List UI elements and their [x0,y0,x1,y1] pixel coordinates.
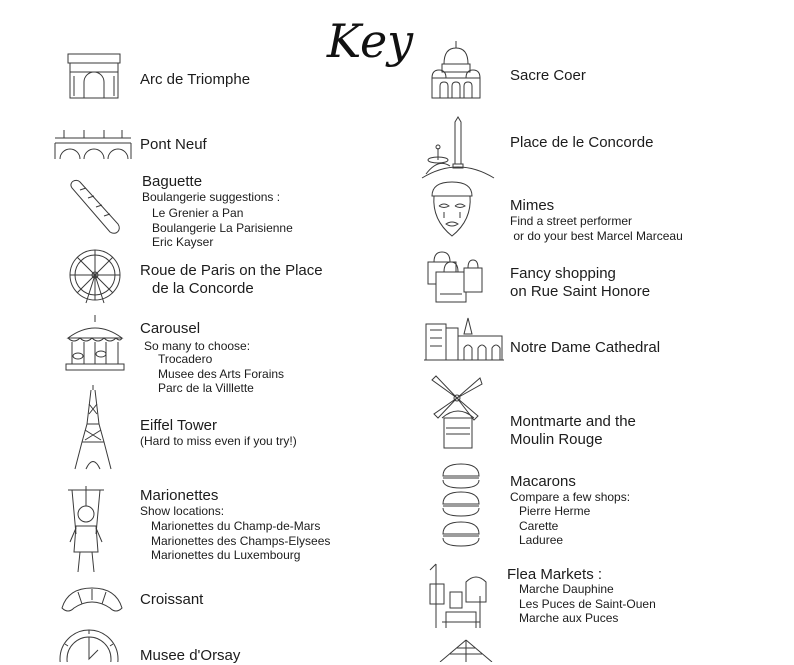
eiffel-tower-subtitle: (Hard to miss even if you try!) [140,434,297,448]
eiffel-tower-label: Eiffel Tower [140,417,217,434]
flea-market-icon [426,562,494,632]
macarons-notes [519,504,590,548]
carousel-notes [158,352,284,396]
mimes-label: Mimes [510,197,555,214]
place-de-la-concorde-icon [420,116,496,180]
flea-markets-notes [519,582,656,626]
note-item: Le Grenier a Pan [152,206,244,220]
note-item: Parc de la Villlette [158,381,254,395]
label-line: Fancy shopping [510,265,616,282]
note-item: Find a street performer [510,214,633,228]
baguette-icon [66,178,122,238]
note-item: Marche aux Puces [519,611,619,625]
note-item: Marche Dauphine [519,582,614,596]
marionettes-subtitle: Show locations: [140,504,225,518]
note-item: Marionettes du Luxembourg [151,548,301,562]
flea-markets-label: Flea Markets : [507,566,603,583]
carousel-subtitle: So many to choose: [144,339,251,353]
fancy-shopping-label [510,265,650,301]
label-line: Moulin Rouge [510,431,603,448]
note-item: Carette [519,518,559,533]
arc-de-triomphe-icon [66,52,122,100]
shopping-bags-icon [424,244,486,304]
note-item: Boulangerie La Parisienne [152,220,293,235]
baguette-label: Baguette [142,173,203,190]
label-line: Montmarte and the [510,413,636,430]
note-item: Marionettes des Champs-Elysees [151,533,331,548]
marionettes-label: Marionettes [140,487,219,504]
pont-neuf-label: Pont Neuf [140,136,207,153]
note-item: Les Puces de Saint-Ouen [519,596,656,611]
ferris-wheel-icon [66,248,124,304]
baguette-subtitle: Boulangerie suggestions : [142,190,281,204]
notre-dame-icon [424,316,504,362]
moulin-rouge-windmill-icon [430,374,484,450]
moulin-rouge-label [510,413,636,449]
note-item: Pierre Herme [519,504,591,518]
croissant-label: Croissant [140,591,204,608]
label-line: de la Concorde [152,280,254,297]
note-item: Musee des Arts Forains [158,366,285,381]
macarons-subtitle: Compare a few shops: [510,490,631,504]
note-item: or do your best Marcel Marceau [510,228,683,243]
louvre-pyramid-icon [438,638,494,662]
pont-neuf-icon [54,128,132,160]
macarons-label: Macarons [510,473,576,490]
macarons-icon [440,462,482,550]
sacre-coeur-label: Sacre Coer [510,67,586,84]
note-item: Trocadero [158,352,213,366]
label-line: Roue de Paris on the Place [140,262,323,279]
croissant-icon [60,584,124,616]
place-de-la-concorde-label: Place de le Concorde [510,134,654,151]
mime-face-icon [428,180,476,238]
mimes-notes [510,214,683,243]
carousel-icon [62,314,128,372]
musee-dorsay-label: Musee d'Orsay [140,647,241,664]
marionette-icon [64,484,108,576]
sacre-coeur-icon [430,40,482,100]
note-item: Eric Kayser [152,235,214,249]
arc-de-triomphe-label: Arc de Triomphe [140,71,251,88]
note-item: Marionettes du Champ-de-Mars [151,519,321,533]
note-item: Laduree [519,533,564,547]
page-title: Key [326,14,414,68]
notre-dame-label: Notre Dame Cathedral [510,339,661,356]
musee-dorsay-clock-icon [58,628,120,662]
baguette-notes [152,206,293,250]
roue-de-paris-label [140,262,323,298]
label-line: on Rue Saint Honore [510,283,651,300]
eiffel-tower-icon [72,384,114,470]
carousel-label: Carousel [140,320,201,337]
marionettes-notes [151,519,330,563]
